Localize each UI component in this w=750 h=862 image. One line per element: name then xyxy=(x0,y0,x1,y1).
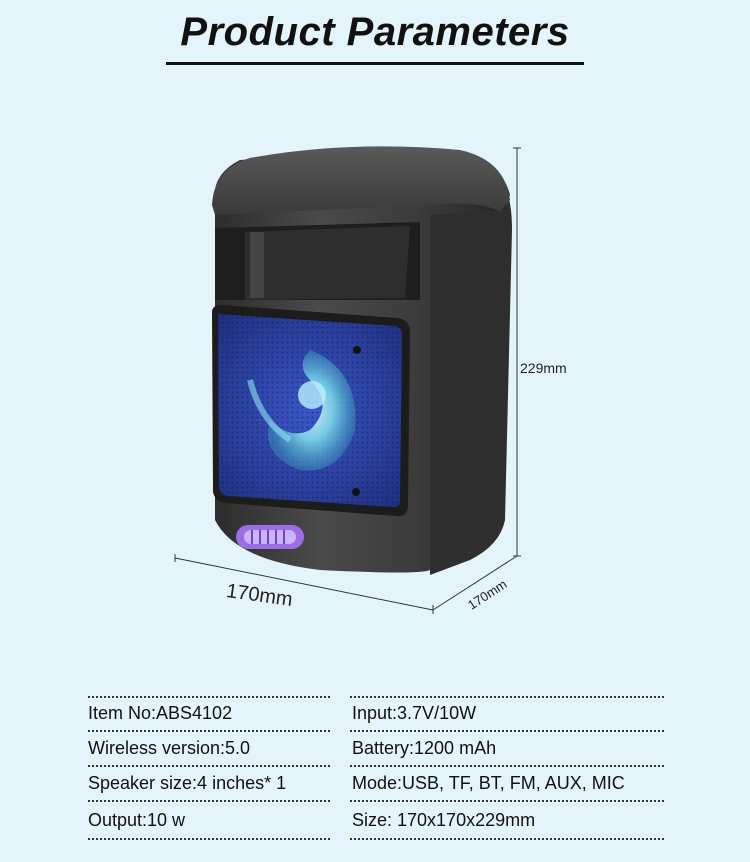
spec-mode: Mode:USB, TF, BT, FM, AUX, MIC xyxy=(352,773,625,793)
dimension-width-label: 170mm xyxy=(224,580,295,612)
page-title: Product Parameters xyxy=(180,10,570,54)
dimension-depth-label: 170mm xyxy=(465,576,510,613)
spec-speaker-size: Speaker size:4 inches* 1 xyxy=(88,773,287,793)
separator-line xyxy=(350,765,664,767)
separator-line xyxy=(88,765,330,767)
separator-line xyxy=(350,800,664,802)
separator-line xyxy=(88,800,330,802)
dimension-height-label: 229mm xyxy=(520,360,567,376)
spec-wireless-version: Wireless version:5.0 xyxy=(88,738,251,758)
separator-line xyxy=(88,838,330,840)
separator-line xyxy=(88,696,330,698)
spec-output: Output:10 w xyxy=(88,810,186,830)
spec-battery: Battery:1200 mAh xyxy=(352,738,497,758)
spec-item-no: Item No:ABS4102 xyxy=(88,703,233,723)
spec-input: Input:3.7V/10W xyxy=(352,703,477,723)
separator-line xyxy=(350,696,664,698)
separator-line xyxy=(350,730,664,732)
spec-size: Size: 170x170x229mm xyxy=(352,810,536,830)
separator-line xyxy=(350,838,664,840)
separator-line xyxy=(88,730,330,732)
